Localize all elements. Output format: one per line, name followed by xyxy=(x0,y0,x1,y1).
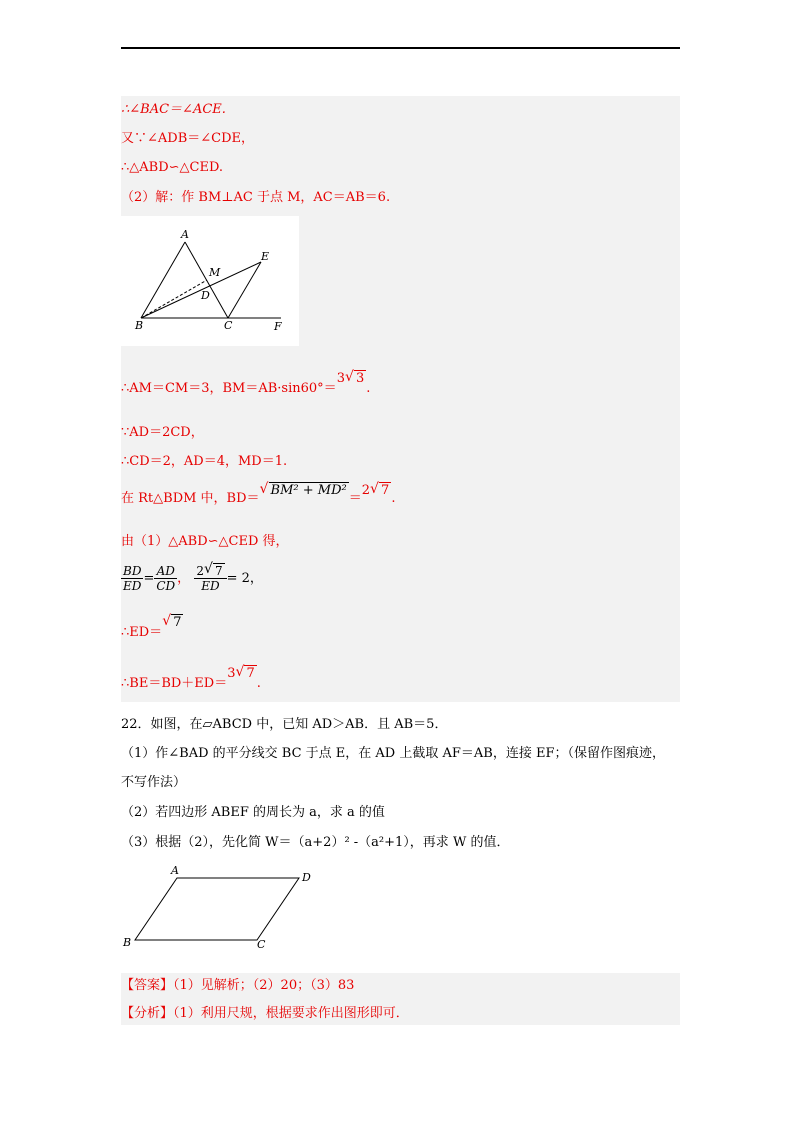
solution-line-2: 又∵∠ADB＝∠CDE， xyxy=(121,131,255,146)
problem-22-part-1a: （1）作∠BAD 的平分线交 BC 于点 E，在 AD 上截取 AF＝AB，连接 EF；（保留作图痕迹， xyxy=(121,746,665,761)
solution-line-7: ∴CD＝2，AD＝4，MD＝1. xyxy=(121,454,288,469)
solution-line-11: ∴ED＝√ 7 xyxy=(121,624,183,642)
solution-line-8: 在 Rt△BDM 中，BD＝√ BM² + MD²＝2√ 7. xyxy=(121,490,395,508)
label-F: F xyxy=(274,320,282,333)
problem-22-part-2: （2）若四边形 ABEF 的周长为 a，求 a 的值 xyxy=(121,805,385,820)
label-C: C xyxy=(257,938,266,950)
solution-line-10: $\frac{BD}{ED}$ = $\frac{AD}{CD}$ ， $\frac{2√ 7}{ED}$ = 2， xyxy=(121,564,263,593)
solution-line-6: ∵AD＝2CD， xyxy=(121,425,204,440)
solution-line-9: 由（1）△ABD∽△CED 得， xyxy=(121,534,289,549)
answer-label: 【答案】 xyxy=(121,978,174,993)
solution-line-3: ∴△ABD∽△CED. xyxy=(121,160,224,175)
solution-block xyxy=(121,96,680,702)
label-D: D xyxy=(302,871,311,884)
problem-22-part-3: （3）根据（2），先化简 W＝（a+2）² -（a²+1），再求 W 的值． xyxy=(121,835,510,850)
triangle-figure xyxy=(121,216,299,346)
solution-line-12: ∴BE＝BD＋ED＝3√ 7. xyxy=(121,675,261,693)
label-M: M xyxy=(209,266,221,279)
fraction-ad-cd: $\frac{AD}{CD}$ xyxy=(156,564,176,593)
solution-line-4: （2）解：作 BM⊥AC 于点 M，AC＝AB＝6. xyxy=(121,190,391,205)
answer-text: （1）见解析；（2）20；（3）83 xyxy=(173,978,355,993)
solution-line-5: ∴AM＝CM＝3，BM＝AB·sin60°＝3√ 3. xyxy=(121,380,370,398)
parallelogram-figure xyxy=(121,862,321,950)
analysis-label: 【分析】 xyxy=(121,1006,174,1021)
problem-22-question: 22．如图，在▱ABCD 中，已知 AD＞AB．且 AB＝5． xyxy=(121,717,448,732)
fraction-2root7-ed: $\frac{2√ 7}{ED}$ xyxy=(194,564,226,593)
label-B: B xyxy=(135,319,144,332)
label-A: A xyxy=(171,864,179,877)
label-E: E xyxy=(261,250,270,263)
label-D: D xyxy=(201,289,210,302)
analysis-text: （1）利用尺规，根据要求作出图形即可． xyxy=(173,1006,409,1021)
solution-line-1: ∴∠BAC＝∠ACE. xyxy=(121,102,226,117)
parallelogram-diagram xyxy=(121,862,321,950)
triangle-diagram xyxy=(121,216,299,346)
problem-22-part-1b: 不写作法） xyxy=(121,775,187,790)
header-rule xyxy=(121,47,680,49)
analysis-line xyxy=(121,1005,409,1023)
label-A: A xyxy=(181,228,189,241)
answer-line xyxy=(121,977,354,995)
label-C: C xyxy=(224,319,233,332)
label-B: B xyxy=(123,936,132,949)
fraction-bd-ed: $\frac{BD}{ED}$ xyxy=(123,564,142,593)
